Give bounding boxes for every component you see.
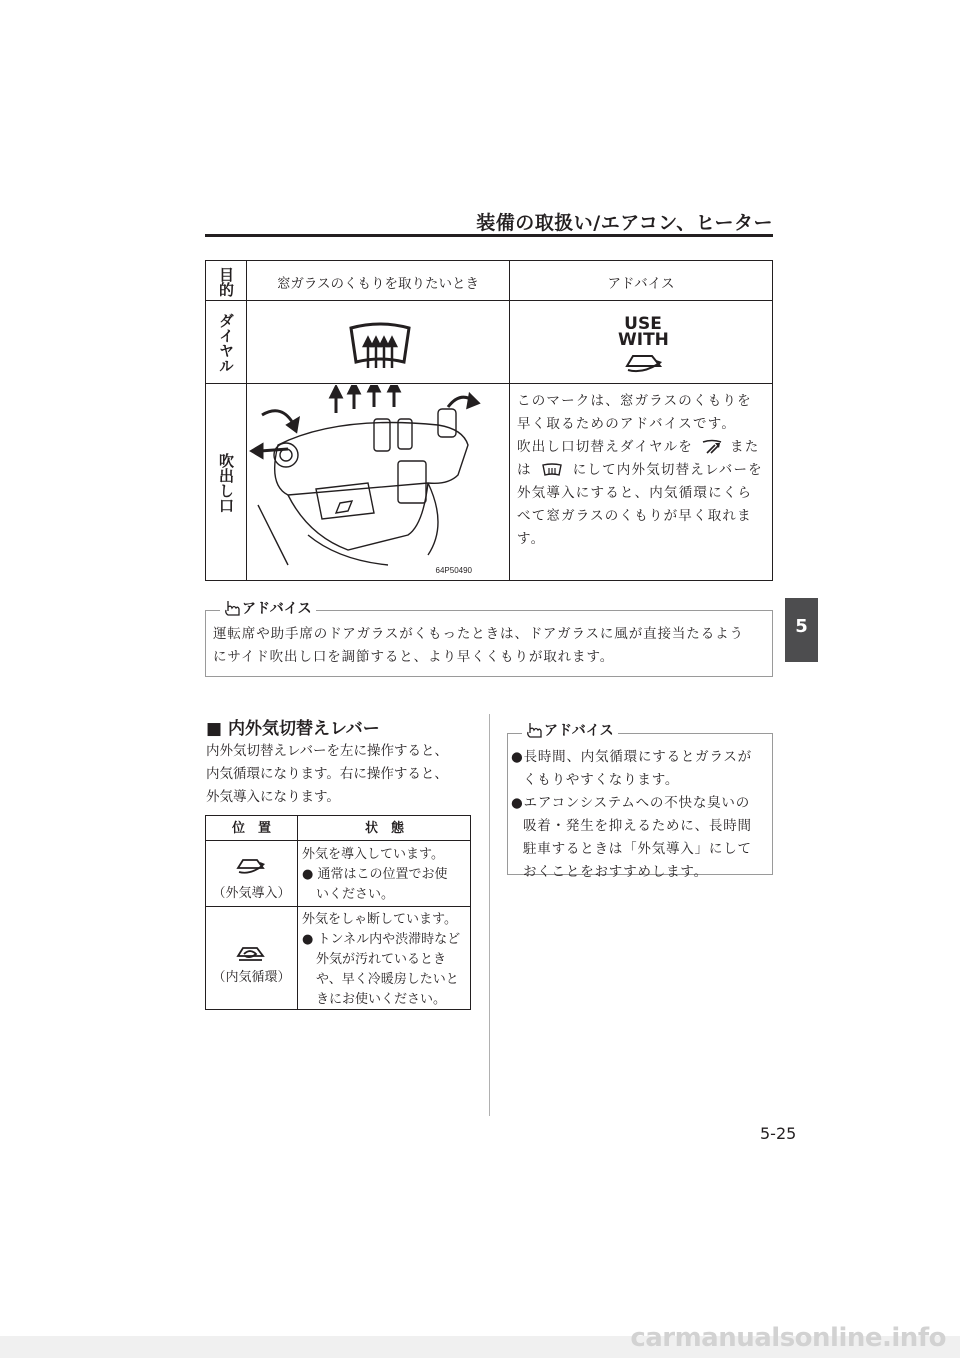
recirculation-icon bbox=[236, 944, 266, 964]
table-divider bbox=[246, 260, 247, 581]
advice-label: アドバイス bbox=[220, 598, 316, 618]
watermark-text[interactable]: carmanualsonline.info bbox=[630, 1323, 946, 1353]
state-text-recirculation: 外気をしゃ断しています。 ● トンネル内や渋滞時など 外気が汚れているとき や、早く冷暖房したいと きにお使いください。 bbox=[302, 912, 461, 1007]
lever-table-header-state: 状 態 bbox=[364, 821, 404, 836]
header-rule bbox=[205, 234, 773, 237]
table-advice-text: このマークは、窓ガラスのくもりを 早く取るためのアドバイスです。 吹出し口切替えダイヤルを また は にして内外気切替えレバーを 外気導入にすると、内気循環にくら べて窓ガラスのくもりが早く取れま す。 bbox=[517, 393, 763, 547]
position-label-recirculation: （内気循環） bbox=[212, 970, 291, 985]
lever-table-header-position: 位 置 bbox=[231, 821, 271, 836]
fresh-air-car-icon bbox=[624, 350, 664, 374]
page-number: 5-25 bbox=[760, 1124, 797, 1143]
table-divider bbox=[205, 840, 471, 841]
row-header-purpose: 目的 bbox=[217, 267, 235, 297]
state-text-fresh-air: 外気を導入しています。 ● 通常はこの位置でお使 いください。 bbox=[302, 847, 448, 902]
row-header-outlet: 吹出し口 bbox=[217, 453, 235, 513]
advice-label: アドバイス bbox=[522, 720, 618, 740]
page-header-title: 装備の取扱い/エアコン、ヒーター bbox=[476, 212, 773, 234]
fresh-air-icon bbox=[236, 856, 266, 876]
dashboard-outlet-illustration bbox=[248, 385, 508, 579]
chapter-tab[interactable]: 5 bbox=[785, 598, 818, 662]
defrost-foot-mode-icon bbox=[701, 439, 723, 455]
table-divider bbox=[297, 815, 298, 1010]
section-title-recirculation-lever: ■ 内外気切替えレバー bbox=[206, 719, 380, 739]
advice-box-1-text: 運転席や助手席のドアガラスがくもったときは、ドアガラスに風が直接当たるよう にサイド吹出し口を調節すると、より早くくもりが取れます。 bbox=[213, 626, 744, 665]
section-body: 内外気切替えレバーを左に操作すると、 内気循環になります。右に操作すると、 外気導入になります。 bbox=[206, 743, 449, 805]
row-header-dial: ダイヤル bbox=[217, 313, 235, 373]
pointing-hand-icon bbox=[526, 721, 542, 739]
table-divider bbox=[205, 906, 471, 907]
column-header-advice: アドバイス bbox=[607, 276, 675, 292]
use-with-label: USE WITH bbox=[618, 314, 669, 350]
figure-code: 64P50490 bbox=[435, 566, 472, 575]
table-divider bbox=[205, 300, 773, 301]
column-header-defog: 窓ガラスのくもりを取りたいとき bbox=[276, 276, 480, 292]
table-divider bbox=[205, 383, 773, 384]
defroster-small-icon bbox=[541, 463, 563, 477]
pointing-hand-icon bbox=[224, 599, 240, 617]
table-divider bbox=[509, 260, 510, 581]
position-label-fresh-air: （外気導入） bbox=[212, 886, 291, 901]
column-divider bbox=[489, 714, 490, 1116]
defroster-icon bbox=[348, 322, 412, 374]
advice-box-2-text: ●長時間、内気循環にするとガラスが くもりやすくなります。 ●エアコンシステムへの不快な臭いの 吸着・発生を抑えるために、長時間 駐車するときは「外気導入」にして おくことをおすすめします。 bbox=[511, 749, 752, 880]
